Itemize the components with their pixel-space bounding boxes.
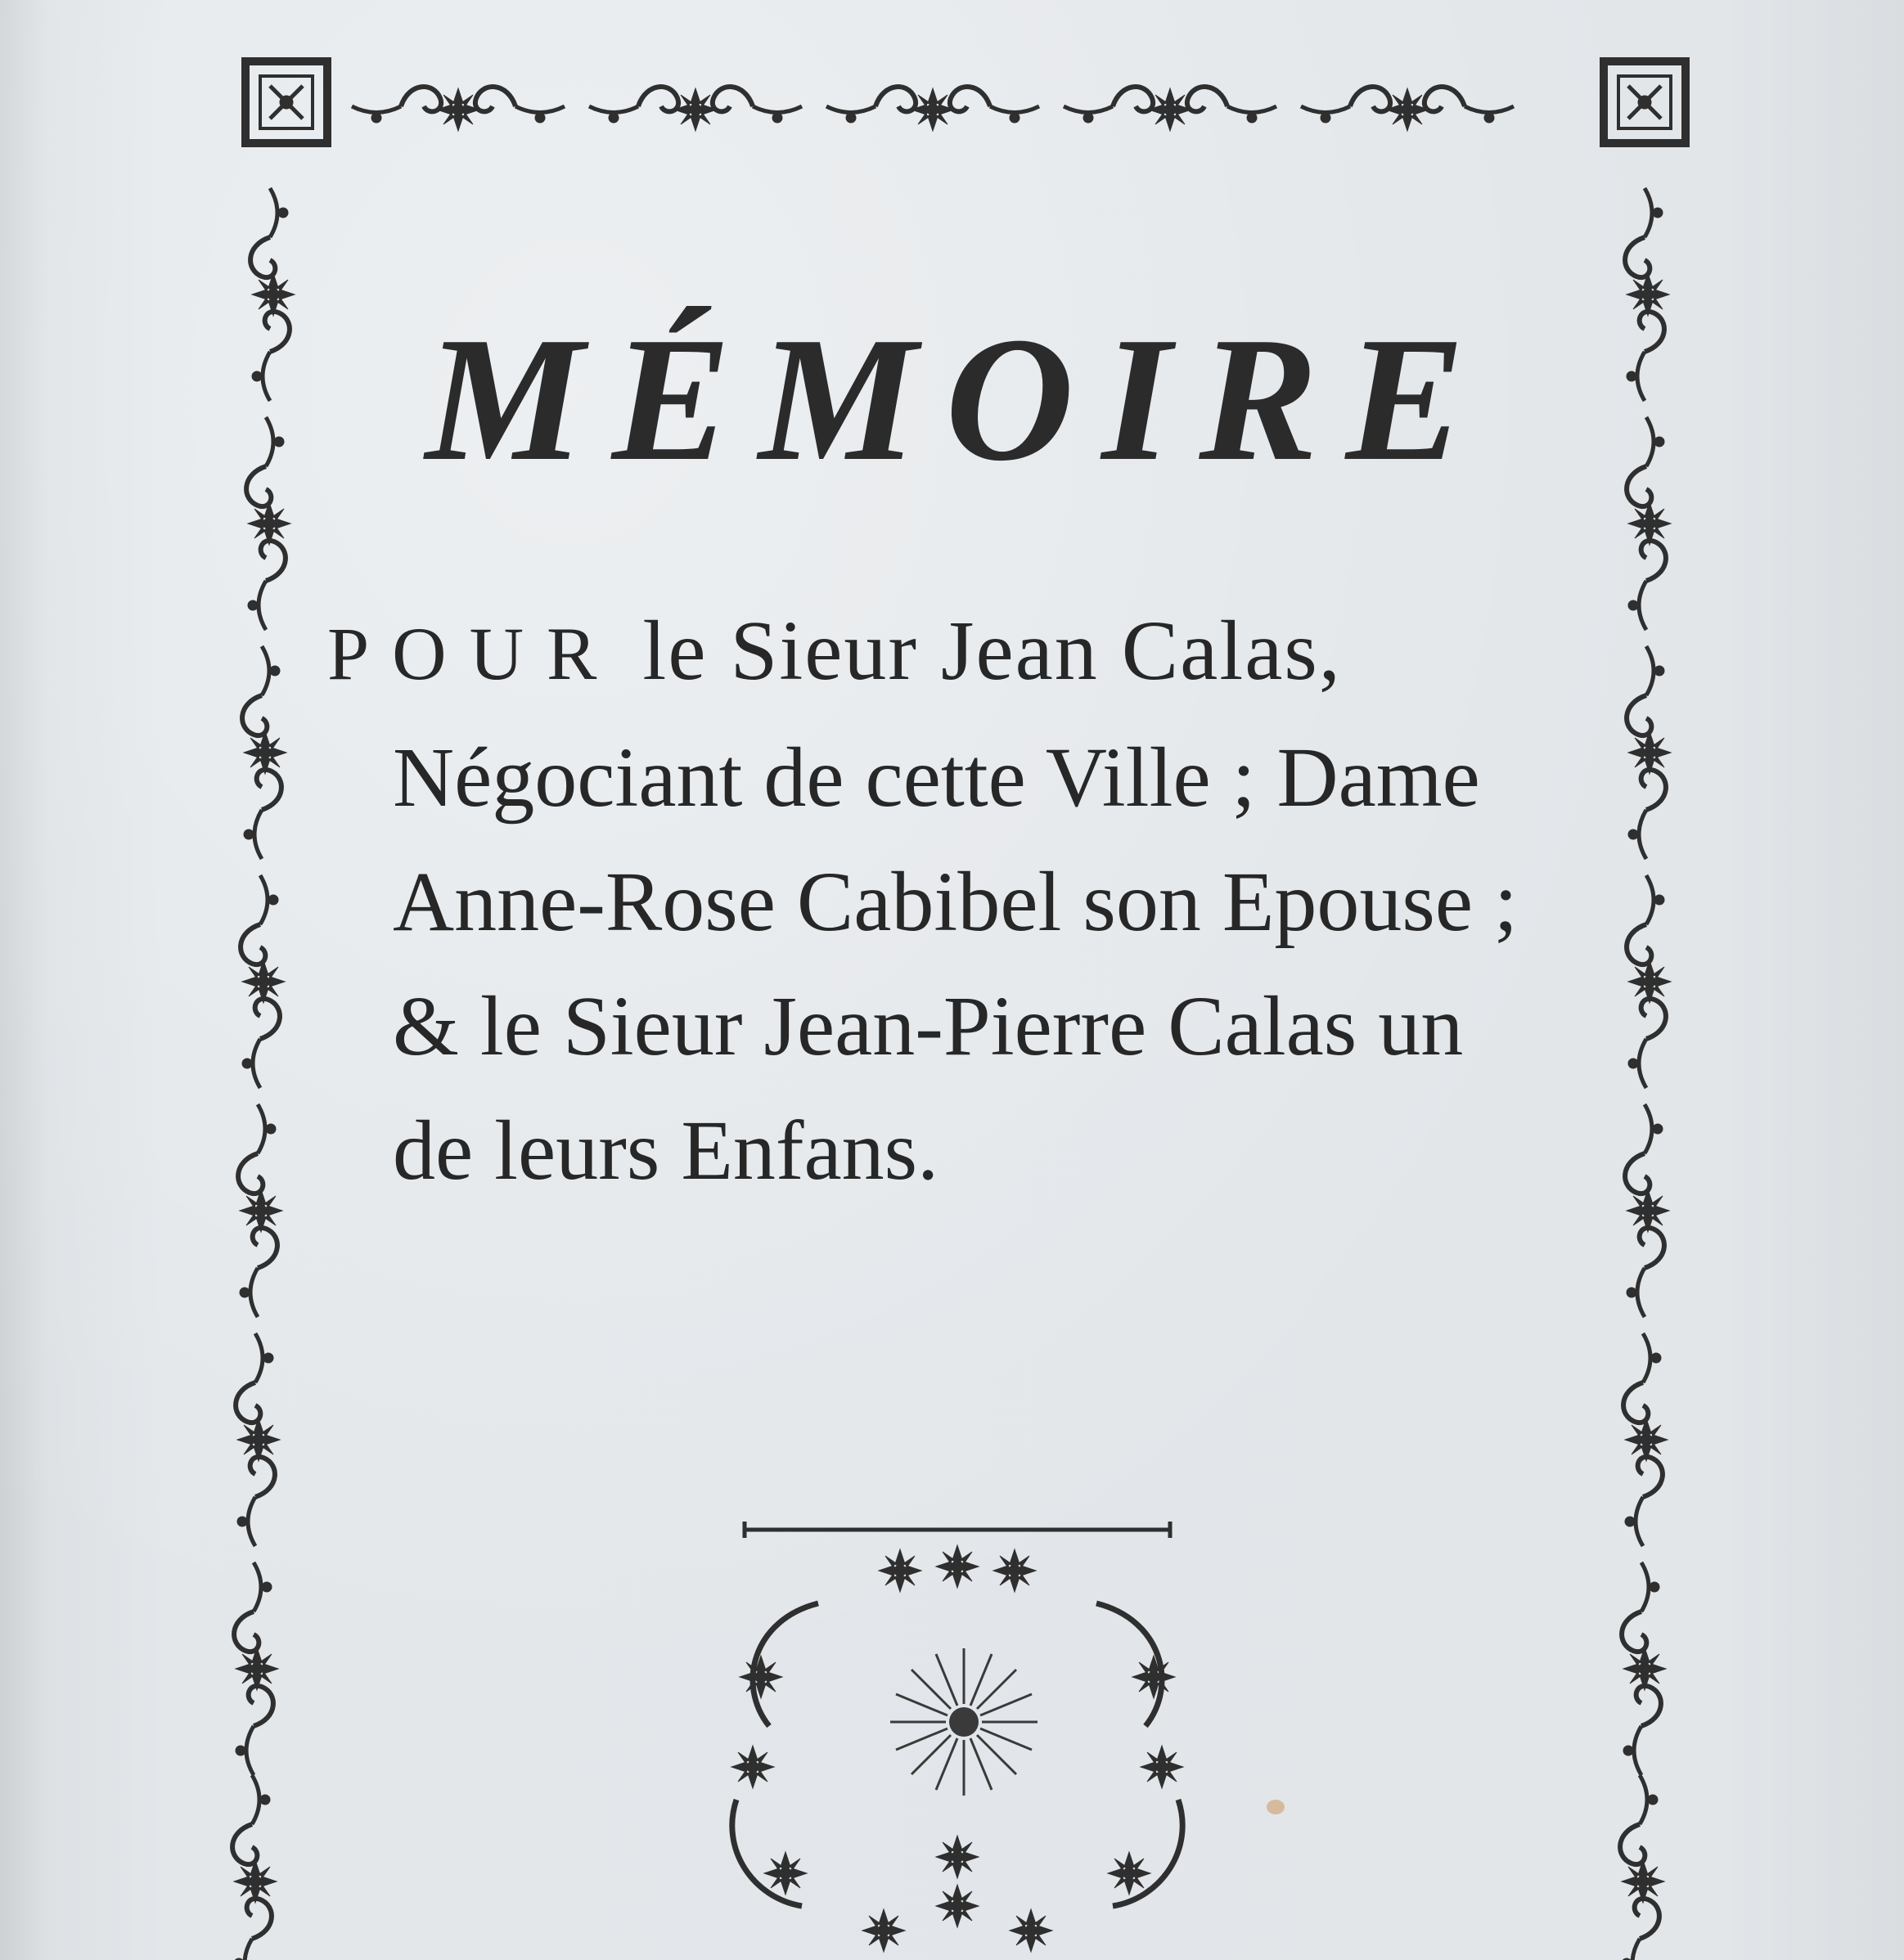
body-line-4: & le Sieur Jean-Pierre Calas un xyxy=(393,979,1464,1073)
body-line-1-text: le Sieur Jean Calas, xyxy=(619,604,1342,698)
sunburst-wreath-vignette xyxy=(731,1522,1183,1952)
body-line-1-lead: POUR xyxy=(327,612,620,695)
paper-stain xyxy=(1267,1800,1285,1814)
body-line-5: de leurs Enfans. xyxy=(393,1104,939,1198)
body-line-1 xyxy=(327,589,1571,716)
body-line-3: Anne-Rose Cabibel son Epouse ; xyxy=(393,855,1518,949)
body-line-2: Négociant de cette Ville ; Dame xyxy=(393,731,1480,825)
page-title: MÉMOIRE xyxy=(425,301,1493,498)
title-body-text xyxy=(327,589,1571,1213)
